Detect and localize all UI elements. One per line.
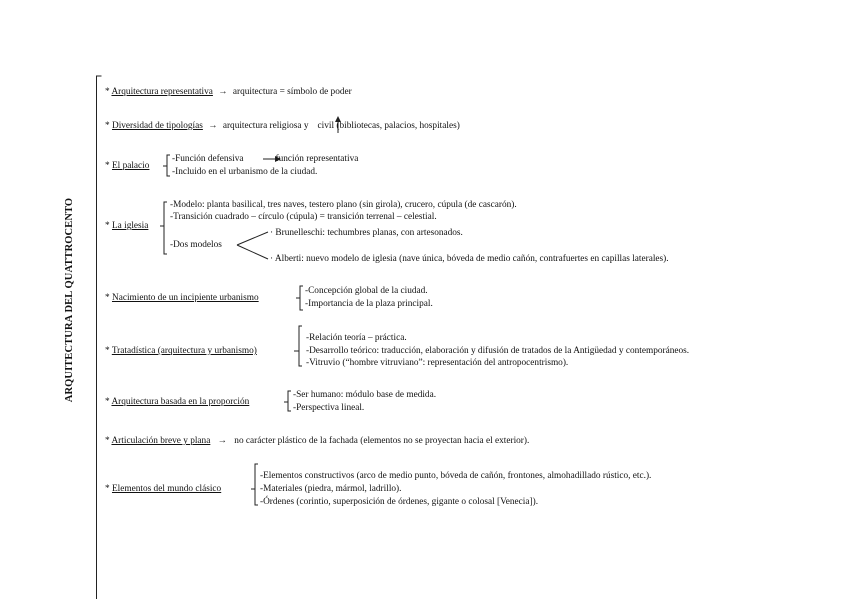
proporcion-line-1: -Ser humano: módulo base de medida. bbox=[293, 390, 437, 400]
item-label: Elementos del mundo clásico bbox=[111, 484, 222, 494]
item-urbanismo bbox=[105, 294, 259, 303]
item-diversidad-tipologias bbox=[105, 122, 460, 131]
iglesia-bracket bbox=[160, 202, 167, 254]
item-label: Articulación breve y plana bbox=[111, 436, 211, 446]
item-mundo-clasico bbox=[105, 485, 221, 494]
page-title: ARQUITECTURA DEL QUATTROCENTO bbox=[63, 197, 75, 403]
palacio-line-2: -Incluido en el urbanismo de la ciudad. bbox=[172, 167, 318, 177]
tratadistica-line-2: -Desarrollo teórico: traducción, elaboración y difusión de tratados de la Antigüedad y contemporáneos. bbox=[306, 346, 690, 356]
item-arquitectura-representativa bbox=[105, 88, 352, 97]
item-label: El palacio bbox=[111, 161, 150, 171]
iglesia-line-3: -Dos modelos bbox=[170, 240, 222, 250]
item-proporcion bbox=[105, 398, 249, 407]
bullet: * bbox=[105, 346, 110, 356]
item-text-pre: arquitectura religiosa y bbox=[222, 121, 309, 131]
urbanismo-line-2: -Importancia de la plaza principal. bbox=[305, 299, 433, 309]
item-label: Nacimiento de un incipiente urbanismo bbox=[111, 293, 259, 303]
item-label: Arquitectura representativa bbox=[111, 87, 213, 97]
bullet: * bbox=[105, 221, 110, 231]
clasico-line-2: -Materiales (piedra, mármol, ladrillo). bbox=[260, 484, 402, 494]
item-text: no carácter plástico de la fachada (elementos no se proyectan hacia el exterior). bbox=[234, 436, 530, 446]
urbanismo-line-1: -Concepción global de la ciudad. bbox=[305, 286, 428, 296]
bullet: * bbox=[105, 161, 110, 171]
bullet: * bbox=[105, 87, 110, 97]
palacio-line-1: -Función defensiva función representativa bbox=[172, 154, 359, 164]
item-articulacion bbox=[105, 437, 529, 446]
proporcion-bracket bbox=[284, 391, 291, 411]
bullet: * bbox=[105, 436, 110, 446]
bullet: * bbox=[105, 121, 110, 131]
item-palacio bbox=[105, 162, 149, 171]
iglesia-line-1: -Modelo: planta basilical, tres naves, testero plano (sin girola), crucero, cúpula (de cascarón). bbox=[170, 200, 517, 210]
item-label: La iglesia bbox=[111, 221, 149, 231]
clasico-bracket bbox=[251, 464, 258, 505]
palacio-bracket bbox=[163, 155, 170, 176]
urbanismo-bracket bbox=[296, 286, 303, 310]
main-bracket bbox=[97, 76, 102, 599]
iglesia-brunelleschi: · Brunelleschi: techumbres planas, con artesonados. bbox=[270, 228, 463, 238]
clasico-line-3: -Órdenes (corintio, superposición de órdenes, gigante o colosal [Venecia]). bbox=[260, 497, 539, 507]
dos-modelos-split bbox=[237, 232, 268, 259]
item-tratadistica bbox=[105, 347, 257, 356]
arrow-icon: → bbox=[217, 436, 227, 446]
item-text: arquitectura = símbolo de poder bbox=[232, 87, 352, 97]
tratadistica-line-1: -Relación teoría – práctica. bbox=[306, 333, 407, 343]
item-label: Diversidad de tipologías bbox=[111, 121, 203, 131]
iglesia-alberti: · Alberti: nuevo modelo de iglesia (nave única, bóveda de medio cañón, contrafuertes en capillas laterales). bbox=[270, 254, 669, 264]
bullet: * bbox=[105, 397, 110, 407]
clasico-line-1: -Elementos constructivos (arco de medio punto, bóveda de cañón, frontones, almohadillado rústico, etc.). bbox=[260, 471, 652, 481]
arrow-icon: → bbox=[208, 121, 218, 131]
proporcion-line-2: -Perspectiva lineal. bbox=[293, 403, 365, 413]
item-text-post: civil (bibliotecas, palacios, hospitales) bbox=[317, 121, 460, 131]
tratadistica-line-3: -Vitruvio (“hombre vitruviano”: representación del antropocentrismo). bbox=[306, 358, 569, 368]
tratadistica-bracket bbox=[294, 326, 302, 366]
item-iglesia bbox=[105, 222, 148, 231]
arrow-icon: → bbox=[218, 87, 228, 97]
iglesia-line-2: -Transición cuadrado – círculo (cúpula) = transición terrenal – celestial. bbox=[170, 212, 437, 222]
item-label: Arquitectura basada en la proporción bbox=[111, 397, 250, 407]
bullet: * bbox=[105, 484, 110, 494]
item-label: Tratadística (arquitectura y urbanismo) bbox=[111, 346, 257, 356]
bullet: * bbox=[105, 293, 110, 303]
